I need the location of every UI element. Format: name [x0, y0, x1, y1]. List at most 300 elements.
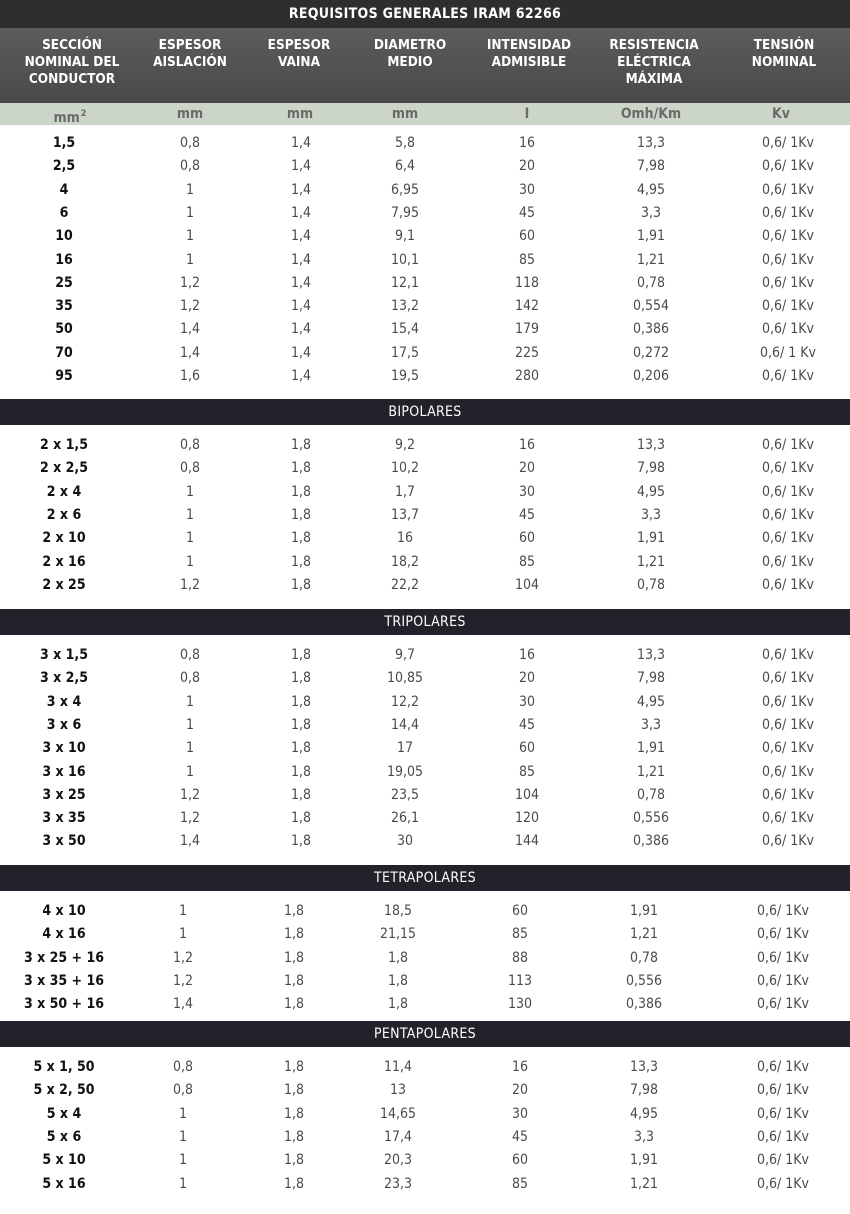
- table-cell: 13,3: [636, 647, 666, 663]
- table-cell: 5 x 10: [42, 1152, 86, 1169]
- table-row: [0, 970, 850, 993]
- table-cell: 1: [185, 553, 195, 570]
- table-row: [0, 551, 850, 574]
- table-cell: 60: [511, 903, 529, 919]
- table-row: [0, 155, 850, 178]
- table-cell: 0,6/ 1Kv: [757, 949, 809, 966]
- table-cell: 0,78: [629, 949, 659, 966]
- table-cell: 0,6/ 1Kv: [762, 716, 814, 733]
- table-row: [0, 365, 850, 388]
- table-row: [0, 761, 850, 784]
- table-row: [0, 574, 850, 597]
- table-cell: 0,8: [172, 1082, 194, 1099]
- table-cell: 7,98: [636, 460, 666, 477]
- table-row: [0, 342, 850, 365]
- column-header-row: [0, 28, 850, 103]
- table-cell: 0,386: [625, 996, 663, 1013]
- table-cell: 1: [185, 530, 195, 547]
- table-cell: 0,6/ 1Kv: [762, 740, 814, 757]
- table-cell: 0,6/ 1Kv: [762, 693, 814, 710]
- table-cell: 0,8: [179, 158, 201, 175]
- table-cell: 2 x 10: [42, 530, 86, 547]
- table-cell: 0,6/ 1Kv: [757, 1152, 809, 1169]
- table-cell: 6,4: [394, 158, 416, 175]
- table-cell: 1: [185, 740, 195, 757]
- table-cell: 0,6/ 1Kv: [757, 1082, 809, 1099]
- table-cell: 18,2: [390, 553, 420, 570]
- table-cell: 10,2: [390, 460, 420, 477]
- table-cell: 4,95: [636, 693, 666, 710]
- table-cell: 1,8: [290, 740, 312, 757]
- table-title: REQUISITOS GENERALES IRAM 62266: [0, 0, 850, 28]
- table-cell: 10: [55, 228, 73, 245]
- table-row: [0, 504, 850, 527]
- table-row: [0, 1103, 850, 1126]
- table-cell: 1,21: [636, 553, 666, 570]
- table-cell: 1,4: [290, 228, 312, 245]
- table-cell: 179: [514, 321, 540, 338]
- table-cell: 16: [518, 135, 536, 151]
- table-cell: 1,8: [283, 1152, 305, 1169]
- table-cell: 7,98: [636, 670, 666, 687]
- table-cell: 6: [59, 204, 69, 221]
- table-cell: 60: [518, 228, 536, 245]
- table-cell: 23,5: [390, 786, 420, 803]
- table-cell: 1,8: [283, 972, 305, 989]
- table-cell: 1: [178, 1175, 188, 1192]
- table-cell: 20,3: [383, 1152, 413, 1169]
- table-cell: 0,206: [632, 368, 670, 384]
- unit-diametro-medio: mm: [391, 106, 419, 122]
- table-cell: 30: [518, 483, 536, 500]
- table-cell: 0,78: [636, 576, 666, 593]
- table-cell: 1,8: [290, 763, 312, 780]
- table-cell: 13,3: [629, 1059, 659, 1075]
- table-cell: 0,6/ 1Kv: [762, 763, 814, 780]
- table-row: [0, 457, 850, 480]
- table-cell: 85: [518, 251, 536, 268]
- table-cell: 144: [514, 833, 540, 850]
- table-cell: 118: [514, 274, 540, 291]
- table-cell: 30: [396, 833, 414, 850]
- table-cell: 1: [185, 251, 195, 268]
- table-cell: 30: [518, 693, 536, 710]
- table-cell: 104: [514, 786, 540, 803]
- unit-intensidad: I: [524, 106, 530, 122]
- table-cell: 9,1: [394, 228, 416, 245]
- table-cell: 0,6/ 1Kv: [762, 833, 814, 850]
- table-cell: 0,6/ 1Kv: [762, 506, 814, 523]
- table-cell: 25: [55, 274, 73, 291]
- table-cell: 120: [514, 810, 540, 827]
- header-espesor-vaina: ESPESOR VAINA: [267, 37, 331, 70]
- table-cell: 0,6/ 1Kv: [762, 576, 814, 593]
- table-cell: 1,8: [387, 972, 409, 989]
- table-cell: 2 x 1,5: [40, 437, 88, 453]
- table-cell: 113: [507, 972, 533, 989]
- table-cell: 95: [55, 368, 73, 384]
- table-cell: 5 x 2, 50: [33, 1082, 95, 1099]
- table-cell: 2 x 16: [42, 553, 86, 570]
- table-cell: 0,386: [632, 833, 670, 850]
- table-cell: 3 x 35: [42, 810, 86, 827]
- table-cell: 19,5: [390, 368, 420, 384]
- table-cell: 7,98: [636, 158, 666, 175]
- table-cell: 1,8: [290, 833, 312, 850]
- unit-seccion: $mm^2$: [53, 109, 87, 126]
- table-cell: 1,8: [283, 926, 305, 943]
- table-cell: 1,91: [629, 903, 659, 919]
- table-row: [0, 923, 850, 946]
- table-cell: 5 x 4: [46, 1105, 82, 1122]
- table-row: [0, 179, 850, 202]
- table-row: [0, 737, 850, 760]
- table-cell: 13: [389, 1082, 407, 1099]
- table-cell: 12,1: [390, 274, 420, 291]
- table-cell: 20: [518, 670, 536, 687]
- table-cell: 1,8: [283, 903, 305, 919]
- table-row: [0, 644, 850, 667]
- table-cell: 13,3: [636, 135, 666, 151]
- table-cell: 1: [185, 693, 195, 710]
- table-row: [0, 714, 850, 737]
- table-cell: 0,8: [179, 135, 201, 151]
- table-cell: 35: [55, 298, 73, 315]
- table-cell: 0,8: [172, 1059, 194, 1075]
- table-cell: 5 x 6: [46, 1128, 82, 1145]
- header-resistencia-electrica: RESISTENCIA ELÉCTRICA MÁXIMA: [609, 37, 699, 87]
- table-cell: 3 x 25 + 16: [23, 949, 105, 966]
- table-cell: 2 x 25: [42, 576, 86, 593]
- table-cell: 3 x 50 + 16: [23, 996, 105, 1013]
- table-cell: 1,8: [290, 716, 312, 733]
- table-row: [0, 249, 850, 272]
- table-cell: 0,6/ 1Kv: [762, 158, 814, 175]
- table-cell: 85: [518, 553, 536, 570]
- table-cell: 130: [507, 996, 533, 1013]
- table-cell: 0,6/ 1Kv: [762, 530, 814, 547]
- table-cell: 1,91: [636, 228, 666, 245]
- table-cell: 0,6/ 1Kv: [762, 437, 814, 453]
- table-cell: 1,4: [172, 996, 194, 1013]
- table-cell: 0,6/ 1Kv: [762, 483, 814, 500]
- table-row: [0, 132, 850, 155]
- table-cell: 0,8: [179, 460, 201, 477]
- table-cell: 4 x 16: [42, 926, 86, 943]
- table-cell: 70: [55, 344, 73, 361]
- table-cell: 3,3: [640, 716, 662, 733]
- table-cell: 0,6/ 1Kv: [762, 368, 814, 384]
- table-cell: 0,6/ 1Kv: [762, 810, 814, 827]
- table-cell: 4,95: [629, 1105, 659, 1122]
- table-cell: 0,6/ 1Kv: [762, 181, 814, 198]
- table-cell: 1,4: [290, 251, 312, 268]
- header-tension-nominal: TENSIÓN NOMINAL: [751, 37, 817, 70]
- table-cell: 1,8: [290, 460, 312, 477]
- table-cell: 0,6/ 1Kv: [757, 972, 809, 989]
- table-cell: 1,8: [290, 553, 312, 570]
- table-cell: 22,2: [390, 576, 420, 593]
- table-cell: 1,2: [179, 298, 201, 315]
- table-cell: 1,8: [283, 1105, 305, 1122]
- table-cell: 1,4: [290, 274, 312, 291]
- table-cell: 1,4: [290, 181, 312, 198]
- table-cell: 45: [511, 1128, 529, 1145]
- table-cell: 13,2: [390, 298, 420, 315]
- unit-espesor-vaina: mm: [286, 106, 314, 122]
- table-cell: 85: [511, 1175, 529, 1192]
- table-cell: 1: [178, 903, 188, 919]
- table-cell: 20: [518, 158, 536, 175]
- table-cell: 3 x 25: [42, 786, 86, 803]
- table-row: [0, 295, 850, 318]
- table-cell: 1,8: [283, 949, 305, 966]
- table-cell: 3 x 50: [42, 833, 86, 850]
- table-row: [0, 691, 850, 714]
- table-row: [0, 481, 850, 504]
- table-cell: 0,6/ 1Kv: [762, 670, 814, 687]
- table-cell: 0,8: [179, 437, 201, 453]
- table-cell: 3 x 4: [46, 693, 82, 710]
- table-cell: 1,2: [172, 972, 194, 989]
- table-cell: 1,8: [290, 810, 312, 827]
- table-cell: 23,3: [383, 1175, 413, 1192]
- table-cell: 1,2: [172, 949, 194, 966]
- table-cell: 3 x 2,5: [40, 670, 88, 687]
- header-diametro-medio: DIAMETRO MEDIO: [373, 37, 447, 70]
- table-cell: 1,8: [290, 506, 312, 523]
- table-cell: 1: [178, 1152, 188, 1169]
- table-cell: 30: [518, 181, 536, 198]
- table-cell: 1,21: [629, 1175, 659, 1192]
- table-cell: 1,2: [179, 786, 201, 803]
- table-cell: 10,1: [390, 251, 420, 268]
- table-cell: 18,5: [383, 903, 413, 919]
- table-cell: 13,7: [390, 506, 420, 523]
- table-cell: 85: [511, 926, 529, 943]
- table-row: [0, 1126, 850, 1149]
- table-cell: 1,91: [636, 530, 666, 547]
- table-cell: 16: [518, 437, 536, 453]
- unit-espesor-aislacion: mm: [176, 106, 204, 122]
- table-cell: 1,4: [290, 298, 312, 315]
- table-cell: 0,6/ 1Kv: [757, 1059, 809, 1075]
- table-cell: 0,554: [632, 298, 670, 315]
- table-cell: 1: [185, 483, 195, 500]
- table-cell: 2,5: [52, 158, 76, 175]
- table-cell: 0,6/ 1Kv: [757, 903, 809, 919]
- table-row: [0, 1173, 850, 1196]
- table-cell: 0,78: [636, 274, 666, 291]
- table-cell: 0,6/ 1Kv: [762, 274, 814, 291]
- table-cell: 45: [518, 204, 536, 221]
- table-cell: 1,2: [179, 810, 201, 827]
- units-row: [0, 103, 850, 125]
- header-seccion: SECCIÓN NOMINAL DEL CONDUCTOR: [24, 37, 120, 87]
- table-cell: 1: [185, 228, 195, 245]
- table-cell: 1,8: [283, 1128, 305, 1145]
- table-cell: 1,4: [179, 833, 201, 850]
- table-cell: 1,8: [387, 996, 409, 1013]
- table-cell: 104: [514, 576, 540, 593]
- section-header-pentapolares: PENTAPOLARES: [0, 1021, 850, 1047]
- table-cell: 45: [518, 506, 536, 523]
- table-cell: 0,6/ 1Kv: [757, 1105, 809, 1122]
- table-cell: 1,8: [290, 483, 312, 500]
- table-cell: 1,8: [290, 647, 312, 663]
- table-cell: 1,4: [290, 321, 312, 338]
- table-cell: 0,78: [636, 786, 666, 803]
- table-cell: 1: [185, 506, 195, 523]
- table-cell: 1: [178, 1105, 188, 1122]
- table-cell: 0,6/ 1Kv: [762, 460, 814, 477]
- table-cell: 1,8: [283, 1059, 305, 1075]
- table-cell: 1,5: [52, 135, 76, 151]
- header-espesor-aislacion: ESPESOR AISLACIÓN: [153, 37, 227, 70]
- table-cell: 1,4: [290, 368, 312, 384]
- table-cell: 4,95: [636, 181, 666, 198]
- table-cell: 60: [518, 740, 536, 757]
- table-cell: 280: [514, 368, 540, 384]
- unit-tension: Kv: [772, 106, 790, 122]
- table-cell: 16: [396, 530, 414, 547]
- table-cell: 1: [178, 1128, 188, 1145]
- table-row: [0, 318, 850, 341]
- unit-resistencia: Omh/Km: [620, 106, 682, 122]
- table-cell: 1,4: [179, 344, 201, 361]
- table-cell: 3,3: [633, 1128, 655, 1145]
- table-cell: 1,91: [629, 1152, 659, 1169]
- table-cell: 0,6/ 1Kv: [757, 1175, 809, 1192]
- table-cell: 7,98: [629, 1082, 659, 1099]
- table-cell: 20: [511, 1082, 529, 1099]
- table-cell: 45: [518, 716, 536, 733]
- table-row: [0, 784, 850, 807]
- table-cell: 26,1: [390, 810, 420, 827]
- table-cell: 5 x 1, 50: [33, 1059, 95, 1075]
- table-cell: 1,7: [394, 483, 416, 500]
- table-cell: 0,6/ 1Kv: [762, 228, 814, 245]
- table-cell: 1,8: [290, 530, 312, 547]
- table-cell: 1,4: [290, 204, 312, 221]
- section-header-tripolares: TRIPOLARES: [0, 609, 850, 635]
- table-cell: 16: [55, 251, 73, 268]
- table-cell: 1,21: [636, 251, 666, 268]
- table-row: [0, 1079, 850, 1102]
- table-cell: 0,386: [632, 321, 670, 338]
- table-cell: 17: [396, 740, 414, 757]
- table-cell: 225: [514, 344, 540, 361]
- table-cell: 10,85: [386, 670, 424, 687]
- table-row: [0, 900, 850, 923]
- table-cell: 0,556: [625, 972, 663, 989]
- table-cell: 16: [511, 1059, 529, 1075]
- table-row: [0, 434, 850, 457]
- table-cell: 3,3: [640, 204, 662, 221]
- table-cell: 1,8: [283, 1175, 305, 1192]
- table-cell: 1: [185, 181, 195, 198]
- table-cell: 17,4: [383, 1128, 413, 1145]
- table-cell: 0,556: [632, 810, 670, 827]
- table-cell: 3,3: [640, 506, 662, 523]
- table-cell: 0,6/ 1Kv: [757, 1128, 809, 1145]
- table-cell: 1,21: [629, 926, 659, 943]
- table-cell: 14,4: [390, 716, 420, 733]
- table-row: [0, 272, 850, 295]
- table-cell: 3 x 35 + 16: [23, 972, 105, 989]
- table-cell: 1,4: [290, 158, 312, 175]
- table-cell: 0,6/ 1Kv: [762, 298, 814, 315]
- table-cell: 1: [185, 716, 195, 733]
- table-cell: 0,6/ 1Kv: [762, 204, 814, 221]
- table-cell: 0,6/ 1Kv: [757, 996, 809, 1013]
- table-row: [0, 1149, 850, 1172]
- table-cell: 3 x 10: [42, 740, 86, 757]
- table-cell: 2 x 6: [46, 506, 82, 523]
- table-cell: 5 x 16: [42, 1175, 86, 1192]
- table-cell: 1,8: [290, 693, 312, 710]
- table-cell: 2 x 2,5: [40, 460, 88, 477]
- table-cell: 4 x 10: [42, 903, 86, 919]
- table-cell: 9,7: [394, 647, 416, 663]
- table-cell: 4,95: [636, 483, 666, 500]
- table-cell: 4: [59, 181, 69, 198]
- table-cell: 60: [511, 1152, 529, 1169]
- table-row: [0, 667, 850, 690]
- table-cell: 1,6: [179, 368, 201, 384]
- table-cell: 6,95: [390, 181, 420, 198]
- table-cell: 1,8: [387, 949, 409, 966]
- table-cell: 1,21: [636, 763, 666, 780]
- table-row: [0, 807, 850, 830]
- table-cell: 20: [518, 460, 536, 477]
- table-row: [0, 225, 850, 248]
- table-cell: 0,6/ 1Kv: [762, 786, 814, 803]
- table-cell: 15,4: [390, 321, 420, 338]
- table-cell: 5,8: [394, 135, 416, 151]
- table-cell: 1,8: [290, 670, 312, 687]
- table-cell: 88: [511, 949, 529, 966]
- table-cell: 7,95: [390, 204, 420, 221]
- table-row: [0, 830, 850, 853]
- table-cell: 3 x 16: [42, 763, 86, 780]
- table-cell: 50: [55, 321, 73, 338]
- table-cell: 1: [185, 763, 195, 780]
- table-cell: 1,8: [283, 1082, 305, 1099]
- table-cell: 17,5: [390, 344, 420, 361]
- table-row: [0, 1056, 850, 1079]
- table-row: [0, 993, 850, 1016]
- table-cell: 1,8: [283, 996, 305, 1013]
- section-header-tetrapolares: TETRAPOLARES: [0, 865, 850, 891]
- table-cell: 1,2: [179, 274, 201, 291]
- table-cell: 16: [518, 647, 536, 663]
- table-cell: 0,6/ 1Kv: [762, 251, 814, 268]
- table-cell: 0,6/ 1Kv: [757, 926, 809, 943]
- table-cell: 19,05: [386, 763, 424, 780]
- table-cell: 1,8: [290, 437, 312, 453]
- table-cell: 11,4: [383, 1059, 413, 1075]
- table-cell: 0,8: [179, 647, 201, 663]
- table-cell: 0,6/ 1Kv: [762, 321, 814, 338]
- table-cell: 142: [514, 298, 540, 315]
- table-cell: 1,4: [179, 321, 201, 338]
- table-cell: 0,6/ 1Kv: [762, 647, 814, 663]
- table-cell: 3 x 6: [46, 716, 82, 733]
- table-cell: 3 x 1,5: [40, 647, 88, 663]
- table-cell: 13,3: [636, 437, 666, 453]
- table-cell: 30: [511, 1105, 529, 1122]
